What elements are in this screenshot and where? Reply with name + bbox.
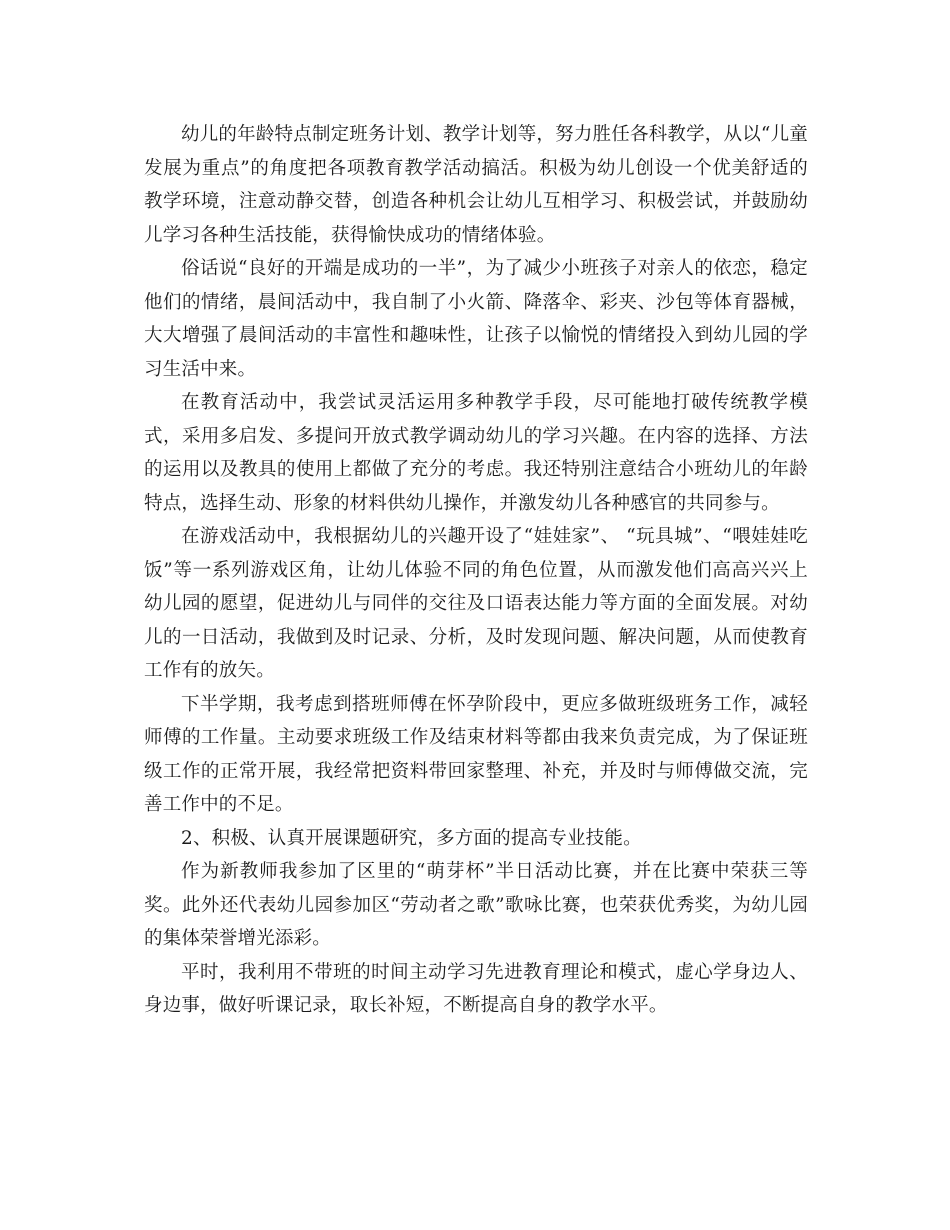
paragraph-1: 幼儿的年龄特点制定班务计划、教学计划等，努力胜任各科教学，从以“儿童发展为重点”的角度把各项教育教学活动搞活。积极为幼儿创设一个优美舒适的教学环境，注意动静交替，创造各种机会让幼儿互相学习、积极尝试，并鼓励幼儿学习各种生活技能，获得愉快成功的情绪体验。 bbox=[144, 124, 808, 246]
paragraph-2: 俗话说“良好的开端是成功的一半”，为了减少小班孩子对亲人的依恋，稳定他们的情绪，晨间活动中，我自制了小火箭、降落伞、彩夹、沙包等体育器械，大大增强了晨间活动的丰富性和趣味性，让孩子以愉悦的情绪投入到幼儿园的学习生活中来。 bbox=[144, 258, 808, 380]
paragraph-4: 在游戏活动中，我根据幼儿的兴趣开设了“娃娃家”、 “玩具城”、“喂娃娃吃饭”等一系列游戏区角，让幼儿体验不同的角色位置，从而激发他们高高兴兴上幼儿园的愿望，促进幼儿与同伴的交往及口语表达能力等方面的全面发展。对幼儿的一日活动，我做到及时记录、分析，及时发现问题、解决问题，从而使教育工作有的放矢。 bbox=[144, 526, 808, 681]
document-body bbox=[144, 118, 808, 1023]
paragraph-6-section-heading: 2、积极、认真开展课题研究，多方面的提高专业技能。 bbox=[181, 827, 642, 849]
paragraph-5: 下半学期，我考虑到搭班师傅在怀孕阶段中，更应多做班级班务工作，减轻师傅的工作量。主动要求班级工作及结束材料等都由我来负责完成，为了保证班级工作的正常开展，我经常把资料带回家整理、补充，并及时与师傅做交流，完善工作中的不足。 bbox=[144, 693, 808, 815]
paragraph-3: 在教育活动中，我尝试灵活运用多种教学手段，尽可能地打破传统教学模式，采用多启发、多提问开放式教学调动幼儿的学习兴趣。在内容的选择、方法的运用以及教具的使用上都做了充分的考虑。我还特别注意结合小班幼儿的年龄特点，选择生动、形象的材料供幼儿操作，并激发幼儿各种感官的共同参与。 bbox=[144, 392, 808, 514]
paragraph-8: 平时，我利用不带班的时间主动学习先进教育理论和模式，虚心学身边人、身边事，做好听课记录，取长补短，不断提高自身的教学水平。 bbox=[144, 961, 808, 1016]
paragraph-7: 作为新教师我参加了区里的“萌芽杯”半日活动比赛，并在比赛中荣获三等奖。此外还代表幼儿园参加区“劳动者之歌”歌咏比赛，也荣获优秀奖，为幼儿园的集体荣誉增光添彩。 bbox=[144, 861, 808, 949]
